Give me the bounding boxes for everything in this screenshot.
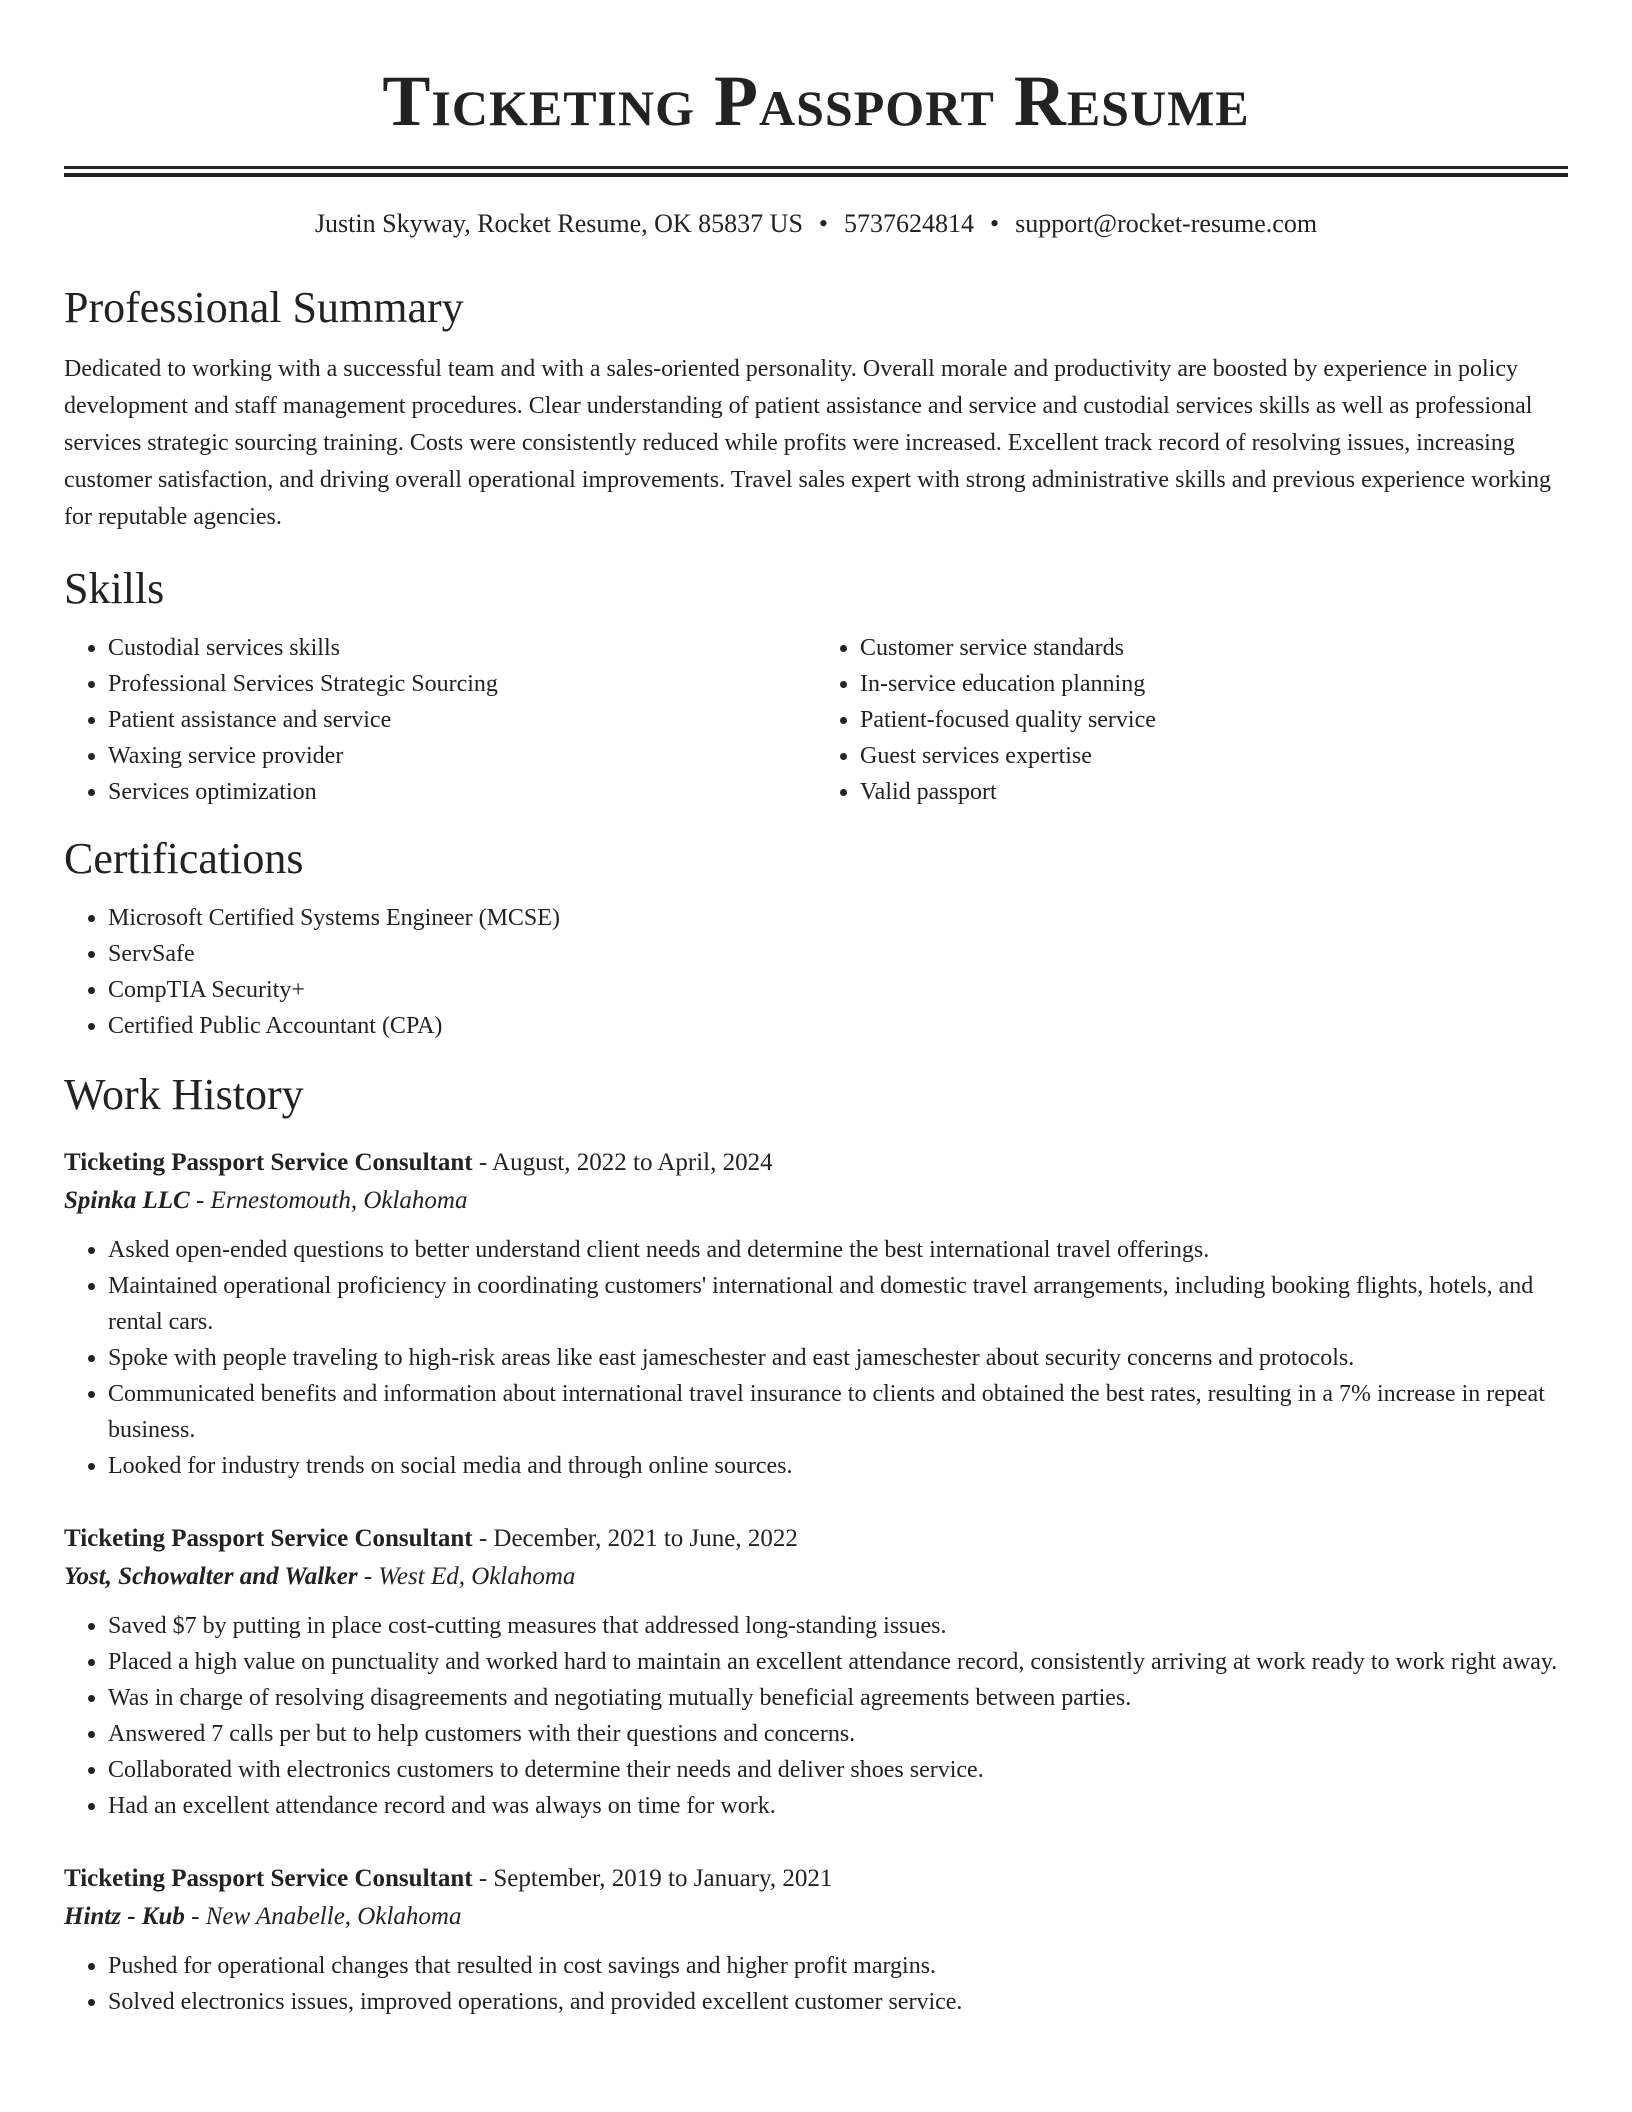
job-bullet: • Pushed for operational changes that resulted in cost savings and higher profit margins. <box>108 1948 1568 1984</box>
contact-phone: 5737624814 <box>844 209 975 238</box>
work-history-heading: Work History <box>64 1070 304 1119</box>
skills-left-column <box>64 630 816 810</box>
skill-item: • Waxing service provider <box>108 738 816 774</box>
certifications-heading: Certifications <box>64 834 304 883</box>
job-bullet: • Saved $7 by putting in place cost-cutting measures that addressed long-standing issues. <box>108 1608 1568 1644</box>
skill-item: • Patient assistance and service <box>108 702 816 738</box>
job-entry <box>64 1144 1568 1484</box>
job-title-line <box>64 1520 1568 1558</box>
skills-right-column <box>816 630 1568 810</box>
job-title-line <box>64 1144 1568 1182</box>
certification-item: • Certified Public Accountant (CPA) <box>108 1008 1568 1044</box>
job-dates: - December, 2021 to June, 2022 <box>472 1525 798 1552</box>
job-bullets <box>64 1232 1568 1484</box>
certification-item: • CompTIA Security+ <box>108 972 1568 1008</box>
company-name: Hintz - Kub <box>64 1903 185 1930</box>
job-title: Ticketing Passport Service Consultant <box>64 1149 473 1176</box>
job-bullets <box>64 1608 1568 1824</box>
skill-item: • Services optimization <box>108 774 816 810</box>
job-entry <box>64 1860 1568 2020</box>
skill-item: • Patient-focused quality service <box>860 702 1568 738</box>
job-bullet: • Asked open-ended questions to better understand client needs and determine the best international travel offerings. <box>108 1232 1568 1268</box>
contact-separator: • <box>990 209 1000 238</box>
company-location: - Ernestomouth, Oklahoma <box>189 1187 468 1214</box>
job-bullet: • Solved electronics issues, improved operations, and provided excellent customer service. <box>108 1984 1568 2020</box>
job-bullet: • Answered 7 calls per but to help customers with their questions and concerns. <box>108 1716 1568 1752</box>
contact-address: Justin Skyway, Rocket Resume, OK 85837 US <box>314 209 803 238</box>
skills-heading: Skills <box>64 564 165 613</box>
job-bullet: • Was in charge of resolving disagreements and negotiating mutually beneficial agreements between parties. <box>108 1680 1568 1716</box>
skill-item: • Professional Services Strategic Sourcing <box>108 666 816 702</box>
company-name: Spinka LLC <box>64 1187 190 1214</box>
job-bullet: • Communicated benefits and information about international travel insurance to clients and obtained the best rates, resulting in a 7% increase in repeat business. <box>108 1376 1568 1448</box>
contact-line <box>64 207 1568 241</box>
skill-item: • Custodial services skills <box>108 630 816 666</box>
job-dates: - September, 2019 to January, 2021 <box>472 1865 833 1892</box>
resume-title: Ticketing Passport Resume <box>382 61 1250 141</box>
certifications-list <box>64 900 1568 1044</box>
job-bullet: • Looked for industry trends on social media and through online sources. <box>108 1448 1568 1484</box>
company-line <box>64 1182 1568 1220</box>
company-location: - New Anabelle, Oklahoma <box>184 1903 462 1930</box>
skills-grid <box>64 630 1568 810</box>
company-location: - West Ed, Oklahoma <box>357 1563 576 1590</box>
certification-item: • Microsoft Certified Systems Engineer (MCSE) <box>108 900 1568 936</box>
job-dates: - August, 2022 to April, 2024 <box>472 1149 773 1176</box>
job-bullet: • Spoke with people traveling to high-risk areas like east jameschester and east jameschester about security concerns and protocols. <box>108 1340 1568 1376</box>
job-bullet: • Collaborated with electronics customers to determine their needs and deliver shoes service. <box>108 1752 1568 1788</box>
company-line <box>64 1898 1568 1936</box>
title-double-rule <box>64 166 1568 177</box>
job-bullet: • Maintained operational proficiency in coordinating customers' international and domestic travel arrangements, including booking flights, hotels, and rental cars. <box>108 1268 1568 1340</box>
job-bullet: • Had an excellent attendance record and was always on time for work. <box>108 1788 1568 1824</box>
company-name: Yost, Schowalter and Walker <box>64 1563 358 1590</box>
skill-item: • Valid passport <box>860 774 1568 810</box>
skill-item: • In-service education planning <box>860 666 1568 702</box>
job-bullets <box>64 1948 1568 2020</box>
summary-heading: Professional Summary <box>64 283 464 332</box>
skill-item: • Customer service standards <box>860 630 1568 666</box>
company-line <box>64 1558 1568 1596</box>
summary-text: Dedicated to working with a successful team and with a sales-oriented personality. Overall morale and productivity are boosted by experience in policy development and staff management procedures. Clear understanding of patient assistance and service and custodial services skills as well as professional services strategic sourcing training. Costs were consistently reduced while profits were increased. Excellent track record of resolving issues, increasing customer satisfaction, and driving overall operational improvements. Travel sales expert with strong administrative skills and previous experience working for reputable agencies. <box>64 356 1551 530</box>
job-title-line <box>64 1860 1568 1898</box>
contact-separator: • <box>818 209 829 238</box>
certification-item: • ServSafe <box>108 936 1568 972</box>
contact-email: support@rocket-resume.com <box>1015 209 1318 238</box>
skill-item: • Guest services expertise <box>860 738 1568 774</box>
job-title: Ticketing Passport Service Consultant <box>64 1865 473 1892</box>
job-bullet: • Placed a high value on punctuality and worked hard to maintain an excellent attendance record, consistently arriving at work ready to work right away. <box>108 1644 1568 1680</box>
job-title: Ticketing Passport Service Consultant <box>64 1525 473 1552</box>
job-entry <box>64 1520 1568 1824</box>
